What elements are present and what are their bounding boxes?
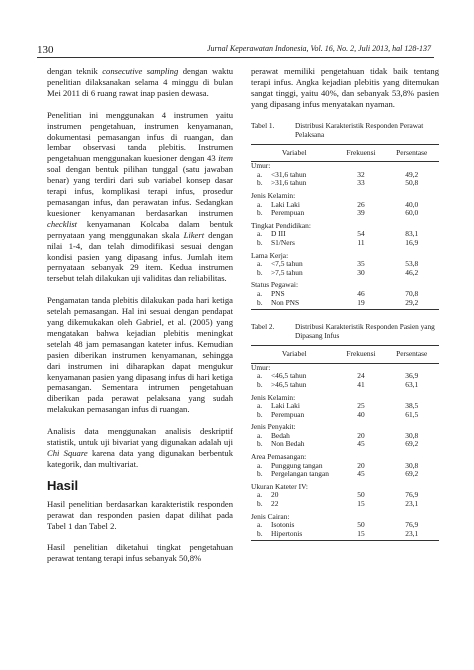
percentage-cell: 69,2 [405, 469, 419, 479]
row-label-cell [251, 491, 337, 500]
row-index: b. [257, 499, 263, 509]
running-head: Jurnal Keperawatan Indonesia, Vol. 16, No. 2, Juli 2013, hal 128-137 [207, 44, 431, 53]
paragraph: Hasil penelitian berdasarkan karakteristik responden perawat dan responden pasien dapat dilihat pada Tabel 1 dan Tabel 2. [47, 498, 233, 531]
row-index: b. [257, 267, 263, 277]
paragraph: Hasil penelitian diketahui tingkat pengetahuan perawat tentang terapi infus sebanyak 50,8% [47, 542, 233, 564]
percentage-cell: 30,8 [405, 430, 419, 440]
frequency-cell: 15 [337, 530, 384, 541]
percentage-cell: 61,5 [405, 409, 419, 419]
row-label: Non Bedah [271, 439, 305, 449]
table-row [251, 440, 439, 449]
row-label: <31,6 tahun [271, 169, 307, 179]
frequency-cell: 35 [357, 259, 365, 269]
row-label: Laki Laki [271, 401, 300, 411]
frequency-cell: 15 [357, 499, 365, 509]
percentage-cell: 36,9 [405, 371, 419, 381]
row-index: a. [257, 229, 263, 239]
section-heading-hasil: Hasil [47, 477, 79, 493]
row-index: a. [257, 371, 263, 381]
row-label-cell [251, 530, 337, 541]
page-number: 130 [37, 44, 54, 56]
row-label-cell [251, 239, 337, 248]
percentage-cell: 70,8 [405, 288, 419, 298]
percentage-cell: 83,1 [405, 229, 419, 239]
row-index: a. [257, 259, 263, 269]
table-row [251, 299, 439, 310]
group-label: Jenis Kelamin: [251, 392, 296, 402]
frequency-cell: 24 [357, 371, 365, 381]
row-label: PNS [271, 288, 285, 298]
percentage-cell: 30,8 [405, 460, 419, 470]
row-index: a. [257, 430, 263, 440]
percentage-cell: 40,0 [405, 199, 419, 209]
right-column [251, 66, 439, 541]
frequency-cell: 20 [357, 430, 365, 440]
group-label: Jenis Kelamin: [251, 191, 296, 200]
frequency-cell: 41 [357, 379, 365, 389]
data-table [251, 144, 439, 311]
paragraph: perawat memiliki pengetahuan tidak baik tentang terapi infus. Angka kejadian plebitis yang ditemukan sangat tinggi, yaitu 40%, dan sebanyak 53,8% pasien yang dipasang infus menyatakan nyaman. [251, 66, 439, 109]
frequency-cell: 39 [357, 208, 365, 218]
table-row [251, 209, 439, 218]
row-index: a. [257, 199, 263, 209]
frequency-cell: 50 [357, 490, 365, 500]
row-label-cell [251, 179, 337, 188]
row-label: D III [271, 229, 286, 239]
paragraph: Pengamatan tanda plebitis dilakukan pada hari ketiga setelah pemasangan. Hal ini sesuai dengan pendapat yang dikemukakan oleh Gabriel, et al. (2005) yang mengatakan bahwa kejadian plebitis meningkat setelah 48 jam pemasangan kateter infus. Kemudian pasien diberikan instrumen kenyamanan, sehingga dari instrumen ini diharapkan dapat mengukur kenyamanan pasien yang dipasang infus di hari ketiga pemasangan. Sementara intrumen pengetahuan diberikan pada perawat pelaksana yang sudah melakukan pemasangan infus di ruangan. [47, 295, 233, 415]
row-index: b. [257, 439, 263, 449]
row-index: b. [257, 409, 263, 419]
table-label: Tabel 2. [251, 322, 275, 332]
row-label: Perempuan [271, 208, 305, 218]
left-column [47, 66, 233, 575]
row-index: a. [257, 169, 263, 179]
row-label: Pergelangan tangan [271, 469, 329, 479]
frequency-cell: 32 [357, 169, 365, 179]
table-row [251, 500, 439, 509]
group-label: Jenis Penyakit: [251, 422, 296, 432]
row-index: a. [257, 520, 263, 530]
column-header: Persentase [384, 144, 439, 162]
table-row [251, 530, 439, 541]
row-label: Non PNS [271, 297, 300, 307]
row-index: b. [257, 178, 263, 188]
row-label-cell [251, 381, 337, 390]
row-label: 20 [271, 490, 279, 500]
row-label: Laki Laki [271, 199, 300, 209]
group-label: Jenis Cairan: [251, 511, 290, 521]
table-row [251, 411, 439, 420]
frequency-cell: 46 [357, 288, 365, 298]
frequency-cell: 11 [357, 237, 365, 247]
frequency-cell: 33 [357, 178, 365, 188]
table-row [251, 381, 439, 390]
row-label-cell [251, 500, 337, 509]
row-label: <7,5 tahun [271, 259, 303, 269]
table-2 [251, 322, 439, 541]
table-title: Distribusi Karakteristik Responden Pasien yang Dipasang Infus [295, 322, 435, 341]
frequency-cell: 30 [357, 267, 365, 277]
column-header: Variabel [251, 346, 337, 364]
row-label: 22 [271, 499, 279, 509]
paragraph: Analisis data menggunakan analisis deskriptif statistik, untuk uji bivariat yang digunakan adalah uji Chi Square karena data yang digunakan berbentuk kategorik, dan multivariat. [47, 426, 234, 469]
percentage-cell: 76,9 [405, 520, 419, 530]
percentage-cell: 63,1 [405, 379, 419, 389]
column-header: Variabel [251, 144, 337, 162]
table-row [251, 179, 439, 188]
column-header: Frekuensi [337, 346, 384, 364]
row-index: a. [257, 401, 263, 411]
percentage-cell: 69,2 [405, 439, 419, 449]
frequency-cell: 26 [357, 199, 365, 209]
percentage-cell: 23,1 [405, 499, 419, 509]
group-label: Area Pemasangan: [251, 452, 307, 462]
row-index: b. [257, 208, 263, 218]
group-label: Ukuran Kateter IV: [251, 481, 308, 491]
row-label-cell [251, 269, 337, 278]
percentage-cell: 46,2 [405, 267, 419, 277]
percentage-cell: 50,8 [405, 178, 419, 188]
group-label: Lama Kerja: [251, 250, 289, 260]
row-index: b. [257, 297, 263, 307]
percentage-cell: 38,5 [405, 401, 419, 411]
row-label: >31,6 tahun [271, 178, 307, 188]
percentage-cell: 49,2 [405, 169, 419, 179]
percentage-cell: 76,9 [405, 490, 419, 500]
paragraph: Penelitian ini menggunakan 4 instrumen yaitu instrumen pengetahuan, instrumen kenyamanan, dokumentasi pemasangan infus di ruangan, dan lembar observasi tanda plebitis. Instrumen pengetahuan menggunakan kuesioner dengan 43 item soal dengan bentuk pilihan tunggal (satu jawaban benar) yang terdiri dari sub variabel konsep dasar terapi infus, komplikasi terapi infus, prosedur pemasangan infus, dan perawatan infus. Sedangkan kuesioner kenyamanan berdasarkan instrumen checklist kenyamanan Kolcaba dalam bentuk pernyataan yang menggunakan skala Likert dengan nilai 1-4, dan telah dimodifikasi sesuai dengan kondisi pasien yang dipasang infus. Jumlah item pernyataan sebanyak 29 item. Kedua instrumen tersebut telah dilakukan uji validitas dan reliabilitas. [47, 109, 234, 284]
row-label: Perempuan [271, 409, 305, 419]
row-label-cell [251, 299, 337, 310]
header-rule [37, 57, 434, 58]
row-label: Hipertonis [271, 528, 303, 538]
frequency-cell: 25 [357, 401, 365, 411]
table-label: Tabel 1. [251, 120, 275, 130]
row-label: >46,5 tahun [271, 379, 307, 389]
paragraph: dengan teknik consecutive sampling dengan waktu penelitian dilaksanakan selama 4 minggu di bulan Mei 2011 di 6 ruang rawat inap pasien dewasa. [47, 66, 234, 98]
group-label: Umur: [251, 161, 271, 171]
percentage-cell: 16,9 [405, 237, 419, 247]
table-row [251, 269, 439, 278]
row-label: >7,5 tahun [271, 267, 303, 277]
row-index: b. [257, 469, 263, 479]
percentage-cell: 29,2 [384, 299, 439, 310]
data-table [251, 345, 439, 541]
frequency-cell: 40 [357, 409, 365, 419]
row-label: Bedah [271, 430, 290, 440]
group-label: Status Pegawai: [251, 280, 299, 290]
row-label-cell [251, 440, 337, 449]
row-label: Punggung tangan [271, 460, 323, 470]
row-index: b. [257, 237, 263, 247]
frequency-cell: 54 [357, 229, 365, 239]
row-index: a. [257, 490, 263, 500]
row-index: a. [257, 460, 263, 470]
percentage-cell: 53,8 [405, 259, 419, 269]
row-index: a. [257, 288, 263, 298]
column-header: Persentase [384, 346, 439, 364]
table-caption [251, 121, 439, 139]
frequency-cell: 50 [357, 520, 365, 530]
frequency-cell: 45 [357, 439, 365, 449]
table-1 [251, 121, 439, 311]
table-row [251, 239, 439, 248]
row-index: b. [257, 528, 263, 538]
frequency-cell: 45 [357, 469, 365, 479]
percentage-cell: 60,0 [405, 208, 419, 218]
frequency-cell: 19 [337, 299, 384, 310]
frequency-cell: 20 [357, 460, 365, 470]
row-label: Isotonis [271, 520, 295, 530]
table-caption [251, 322, 439, 340]
group-label: Umur: [251, 362, 271, 372]
row-index: b. [257, 379, 263, 389]
row-label-cell [251, 411, 337, 420]
percentage-cell: 23,1 [384, 530, 439, 541]
table-row [251, 470, 439, 479]
group-label: Tingkat Pendidikan: [251, 220, 311, 230]
column-header: Frekuensi [337, 144, 384, 162]
row-label: S1/Ners [271, 237, 295, 247]
row-label-cell [251, 209, 337, 218]
table-title: Distribusi Karakteristik Responden Perawat Pelaksana [295, 120, 424, 139]
row-label-cell [251, 470, 337, 479]
row-label: <46,5 tahun [271, 371, 307, 381]
